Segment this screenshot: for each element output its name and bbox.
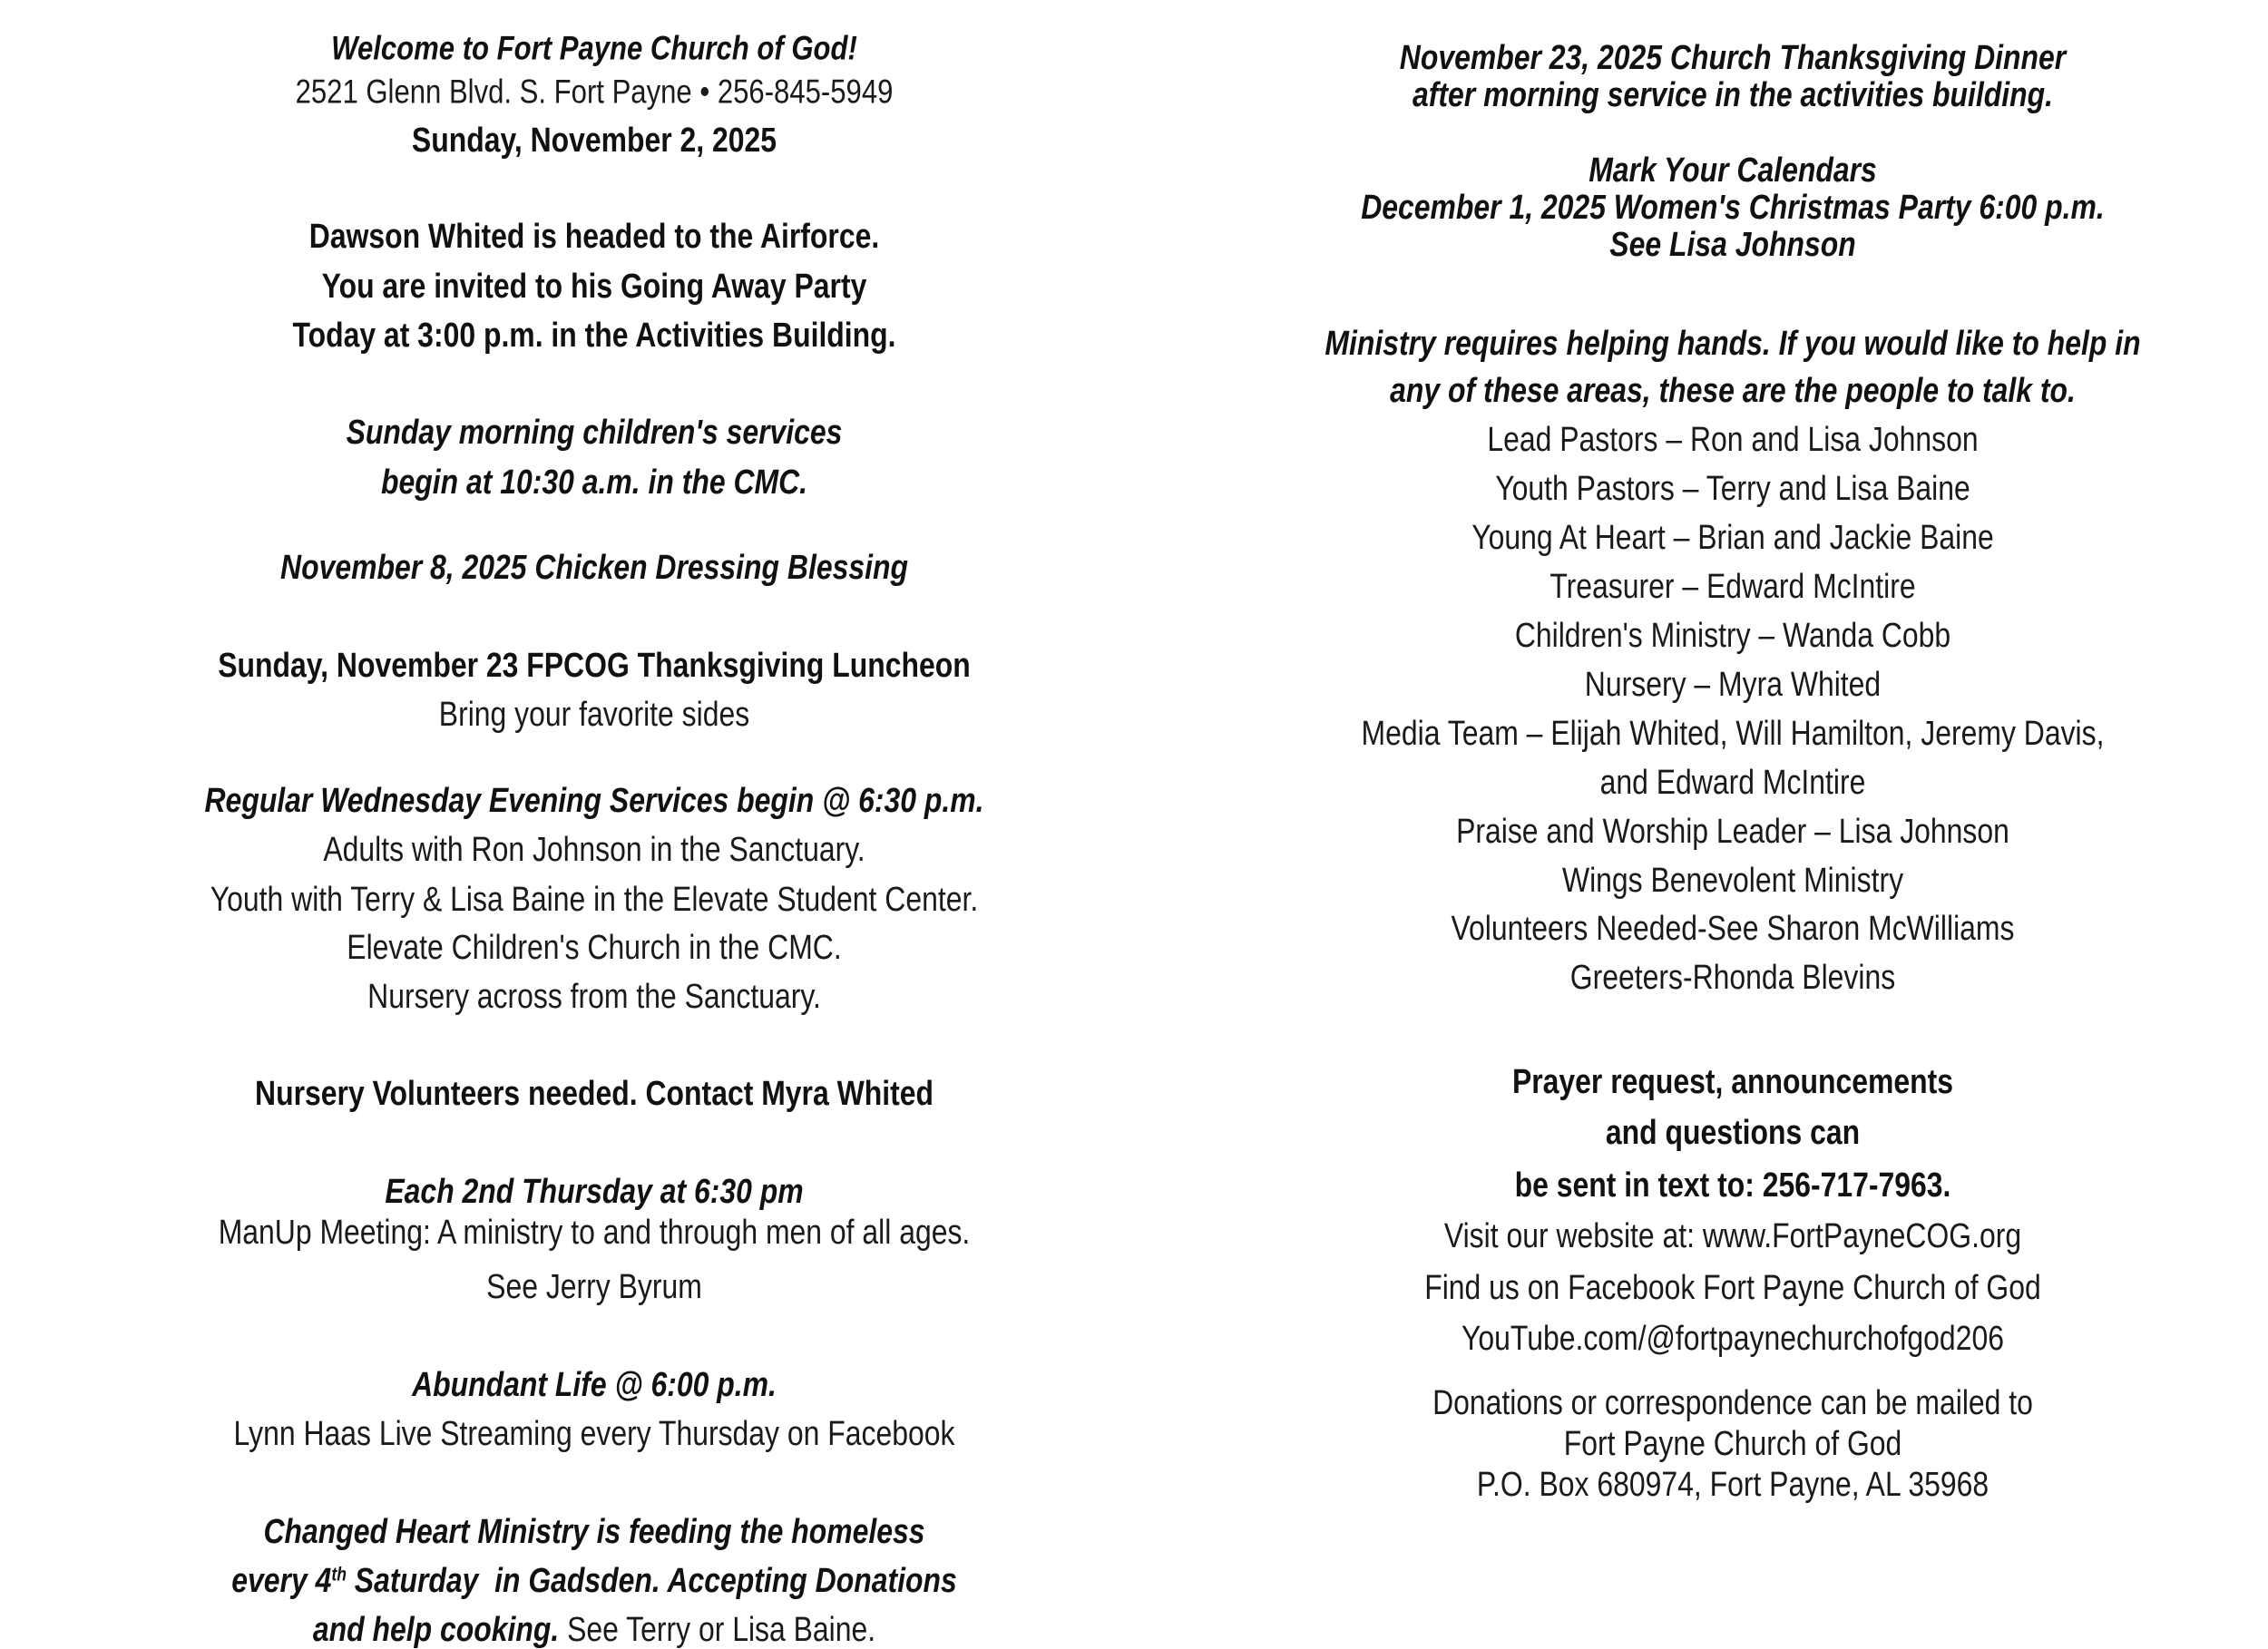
abundant-life-title: Abundant Life @ 6:00 p.m. [412,1366,777,1404]
ministry-treasurer: Treasurer – Edward McIntire [1549,568,1916,606]
ministry-media-team-cont: and Edward McIntire [1599,764,1866,802]
dawson-line-3: Today at 3:00 p.m. in the Activities Building. [292,317,896,355]
wednesday-line-children: Elevate Children's Church in the CMC. [347,929,842,967]
mail-line-1: Donations or correspondence can be mailed to [1432,1384,2033,1422]
mail-line-2: Fort Payne Church of God [1563,1425,1902,1463]
changed-heart-line-3 [95,1613,1093,1647]
changed-heart-line-2-end: Saturday in Gadsden. Accepting Donations [346,1562,957,1600]
ministry-nursery: Nursery – Myra Whited [1584,666,1882,704]
prayer-line-3: be sent in text to: 256-717-7963. [1514,1166,1951,1205]
luncheon-note: Bring your favorite sides [438,696,750,734]
children-services-line-2: begin at 10:30 a.m. in the CMC. [380,463,808,502]
wednesday-line-youth: Youth with Terry & Lisa Baine in the Elevate Student Center. [210,881,979,919]
abundant-life-description: Lynn Haas Live Streaming every Thursday on Facebook [233,1415,955,1453]
bulletin-date: Sunday, November 2, 2025 [411,122,777,160]
ministry-greeters: Greeters-Rhonda Blevins [1569,959,1896,997]
nursery-volunteers-notice: Nursery Volunteers needed. Contact Myra Whited [255,1075,934,1113]
manup-description: ManUp Meeting: A ministry to and through men of all ages. [218,1214,971,1252]
thanksgiving-dinner-line-1: November 23, 2025 Church Thanksgiving Dinner [1399,39,2067,77]
ministry-youth-pastors: Youth Pastors – Terry and Lisa Baine [1495,470,1970,508]
changed-heart-line-2-start: every 4 [231,1562,332,1600]
manup-contact: See Jerry Byrum [486,1268,702,1306]
children-services-line-1: Sunday morning children's services [346,414,843,452]
manup-title: Each 2nd Thursday at 6:30 pm [385,1173,804,1211]
prayer-line-2: and questions can [1605,1114,1861,1152]
ministry-young-at-heart: Young At Heart – Brian and Jackie Baine [1471,519,1994,557]
ordinal-suffix: th [331,1564,347,1586]
ministry-childrens: Children's Ministry – Wanda Cobb [1514,617,1951,655]
thanksgiving-dinner-line-2: after morning service in the activities building. [1413,76,2053,114]
ministry-wings-benevolent: Wings Benevolent Ministry [1561,862,1904,900]
ministry-volunteers: Volunteers Needed-See Sharon McWilliams [1451,910,2015,948]
ministry-lead-pastors: Lead Pastors – Ron and Lisa Johnson [1487,421,1979,459]
changed-heart-line-1: Changed Heart Ministry is feeding the homeless [263,1513,925,1551]
changed-heart-contact: See Terry or Lisa Baine. [559,1611,876,1649]
youtube-link[interactable]: YouTube.com/@fortpaynechurchofgod206 [1461,1320,2004,1358]
changed-heart-help-cooking: and help cooking. [312,1611,560,1649]
wednesday-line-nursery: Nursery across from the Sanctuary. [367,978,821,1016]
chicken-dressing-announcement: November 8, 2025 Chicken Dressing Blessing [280,549,908,587]
ministry-praise-worship: Praise and Worship Leader – Lisa Johnson [1456,813,2009,851]
changed-heart-line-2 [95,1564,1093,1598]
prayer-line-1: Prayer request, announcements [1511,1063,1954,1101]
wednesday-services-title: Regular Wednesday Evening Services begin @ 6:30 p.m. [204,782,984,820]
luncheon-title: Sunday, November 23 FPCOG Thanksgiving Luncheon [218,647,971,685]
ministry-intro-line-1: Ministry requires helping hands. If you would like to help in [1325,325,2141,363]
website-link[interactable]: Visit our website at: www.FortPayneCOG.org [1443,1217,2022,1255]
right-column [1198,0,2268,1649]
welcome-heading: Welcome to Fort Payne Church of God! [331,29,857,67]
ministry-intro-line-2: any of these areas, these are the people to talk to. [1390,372,2076,410]
facebook-info: Find us on Facebook Fort Payne Church of God [1424,1269,2041,1307]
christmas-party-contact: See Lisa Johnson [1609,226,1856,264]
wednesday-line-adults: Adults with Ron Johnson in the Sanctuary. [323,831,865,869]
christmas-party-event: December 1, 2025 Women's Christmas Party 6:00 p.m. [1361,189,2105,227]
ministry-media-team: Media Team – Elijah Whited, Will Hamilton, Jeremy Davis, [1361,715,2105,753]
calendar-title: Mark Your Calendars [1589,151,1877,190]
church-address: 2521 Glenn Blvd. S. Fort Payne • 256-845-5949 [295,73,894,111]
dawson-line-1: Dawson Whited is headed to the Airforce. [308,218,880,256]
mail-line-3: P.O. Box 680974, Fort Payne, AL 35968 [1476,1466,1989,1504]
dawson-line-2: You are invited to his Going Away Party [321,268,867,306]
